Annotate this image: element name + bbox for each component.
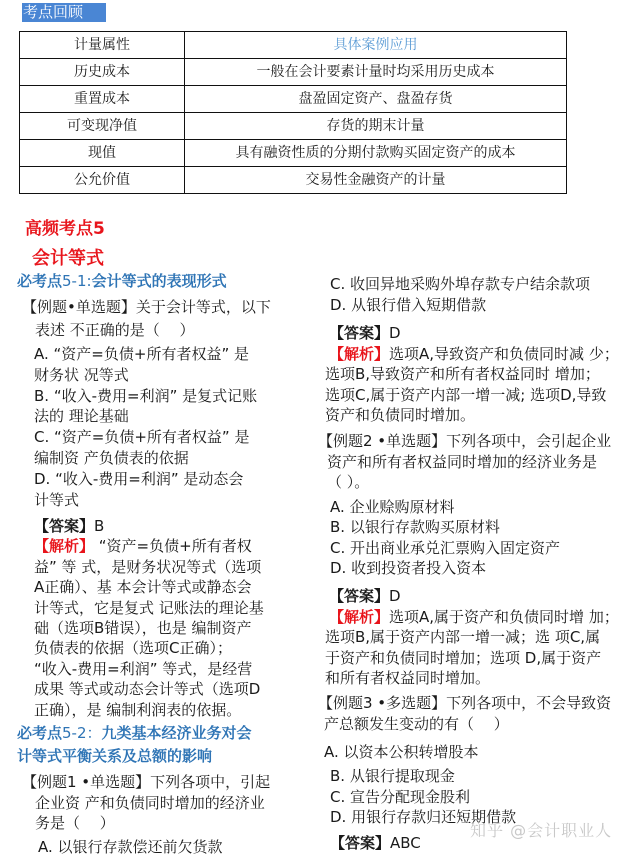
example-1-options-continued bbox=[330, 274, 590, 316]
example-3-answer: 【答案】ABC bbox=[330, 834, 421, 852]
table-cell: 公允价值 bbox=[20, 167, 185, 194]
zhihu-watermark: 知乎 @会计职业人 bbox=[470, 821, 613, 840]
answer-line: 【答案】B bbox=[34, 517, 105, 535]
option-line: D. 用银行存款归还短期借款 bbox=[330, 808, 517, 826]
option-line: C. 开出商业承兑汇票购入固定资产 bbox=[330, 538, 561, 557]
analysis-line: 【解析】 “资产=负债+所有者权 bbox=[34, 537, 252, 556]
table-cell: 现值 bbox=[20, 140, 185, 167]
analysis-line: 础（选项B错误），也是 编制资产 bbox=[34, 619, 252, 638]
key-point-1-title: 必考点5-1:会计等式的表现形式 bbox=[17, 272, 227, 290]
option-line: D. 收到投资者投入资本 bbox=[330, 558, 487, 577]
example-question bbox=[22, 296, 322, 341]
option-line: D. “收入-费用=利润” 是动态会 bbox=[34, 469, 244, 488]
option-line: A. 以资本公积转增股本 bbox=[324, 743, 479, 761]
option-line: 编制资 产负债表的依据 bbox=[34, 448, 189, 467]
analysis-line: 成果 等式或动态会计等式（选项D bbox=[34, 680, 261, 699]
table-row bbox=[20, 59, 567, 86]
analysis-line: 正确），是 编制利润表的依据。 bbox=[34, 700, 242, 719]
section-title: 高频考点5 bbox=[25, 219, 105, 239]
option-line: C. 宣告分配现金股利 bbox=[330, 787, 471, 806]
analysis-line: A正确）、基 本会计等式或静态会 bbox=[34, 578, 252, 597]
analysis-line: 计等式，它是复式 记账法的理论基 bbox=[34, 598, 264, 617]
option-line: B. “收入-费用=利润” 是复式记账 bbox=[34, 386, 258, 405]
question-line: 表述 不正确的是（ ） bbox=[35, 320, 195, 339]
option-line: A. 以银行存款偿还前欠货款 bbox=[38, 838, 223, 856]
option-line: B. 从银行提取现金 bbox=[330, 767, 455, 785]
option-line: A. 企业赊购原材料 bbox=[330, 498, 455, 516]
analysis-line: 负债表的依据（选项C正确）； bbox=[34, 639, 232, 658]
option-line: 财务状 况等式 bbox=[34, 365, 129, 384]
option-line: D. 从银行借入短期借款 bbox=[330, 296, 487, 314]
table-cell: 盘盈固定资产、盘盈存货 bbox=[185, 86, 567, 113]
option-line: C. 收回异地采购外埠存款专户结余款项 bbox=[330, 275, 591, 293]
option-line: 法的 理论基础 bbox=[34, 407, 129, 426]
analysis-line: “收入-费用=利润” 等式，是经营 bbox=[34, 659, 253, 678]
option-line: B. 以银行存款购买原材料 bbox=[330, 518, 500, 537]
example-2-question: 【例题2 •单选题】下列各项中，会引起企业 资产和所有者权益同时增加的经济业务是 （ ）。 bbox=[318, 432, 612, 491]
table-cell: 历史成本 bbox=[20, 59, 185, 86]
table-row bbox=[20, 113, 567, 140]
option-line: C. “资产=负债+所有者权益” 是 bbox=[34, 428, 250, 447]
section-subtitle: 会计等式 bbox=[32, 248, 104, 269]
table-cell: 具有融资性质的分期付款购买固定资产的成本 bbox=[185, 140, 567, 167]
table-cell: 一般在会计要素计量时均采用历史成本 bbox=[185, 59, 567, 86]
example-3-question: 【例题3 •多选题】下列各项中，不会导致资 产总额发生变动的有（ ） bbox=[318, 694, 612, 733]
option-line: 计等式 bbox=[34, 490, 80, 509]
option-line: A. “资产=负债+所有者权益” 是 bbox=[34, 345, 249, 363]
table-cell: 存货的期末计量 bbox=[185, 113, 567, 140]
table-header-cell: 具体案例应用 bbox=[185, 32, 567, 59]
measurement-attributes-table bbox=[19, 31, 567, 194]
example-2-options bbox=[330, 497, 560, 578]
table-header-row bbox=[20, 32, 567, 59]
answer-block bbox=[34, 516, 324, 720]
analysis-line: 益” 等 式，是财务状况等式（选项 bbox=[34, 557, 262, 576]
example-1-question: 【例题1 •单选题】下列各项中，引起 企业资 产和负债同时增加的经济业 务是（ ） bbox=[22, 773, 271, 832]
table-row bbox=[20, 140, 567, 167]
table-row bbox=[20, 167, 567, 194]
question-line: 【例题•单选题】关于会计等式，以下 bbox=[22, 298, 271, 316]
table-row bbox=[20, 86, 567, 113]
table-header-cell: 计量属性 bbox=[20, 32, 185, 59]
example-1-answer-block: 【答案】D 【解析】选项A,导致资产和负债同时减 少； 选项B,导致资产和所有者权益同时 增加； 选项C,属于资产内部一增一减; 选项D,导致 资产和负债同时增加。 bbox=[325, 324, 619, 424]
table-cell: 重置成本 bbox=[20, 86, 185, 113]
table-cell: 可变现净值 bbox=[20, 113, 185, 140]
review-tag: 考点回顾 bbox=[22, 3, 106, 22]
example-2-answer-block: 【答案】D 【解析】选项A,属于资产和负债同时增 加； 选项B,属于资产内部一增一减；选 项C,属 于资产和负债同时增加；选项 D,属于资产 和所有者权益同时增加。 bbox=[325, 587, 619, 687]
table-cell: 交易性金融资产的计量 bbox=[185, 167, 567, 194]
key-point-2-title: 必考点5-2：九类基本经济业务对会 计等式平衡关系及总额的影响 bbox=[17, 724, 252, 765]
question-options bbox=[34, 344, 324, 510]
